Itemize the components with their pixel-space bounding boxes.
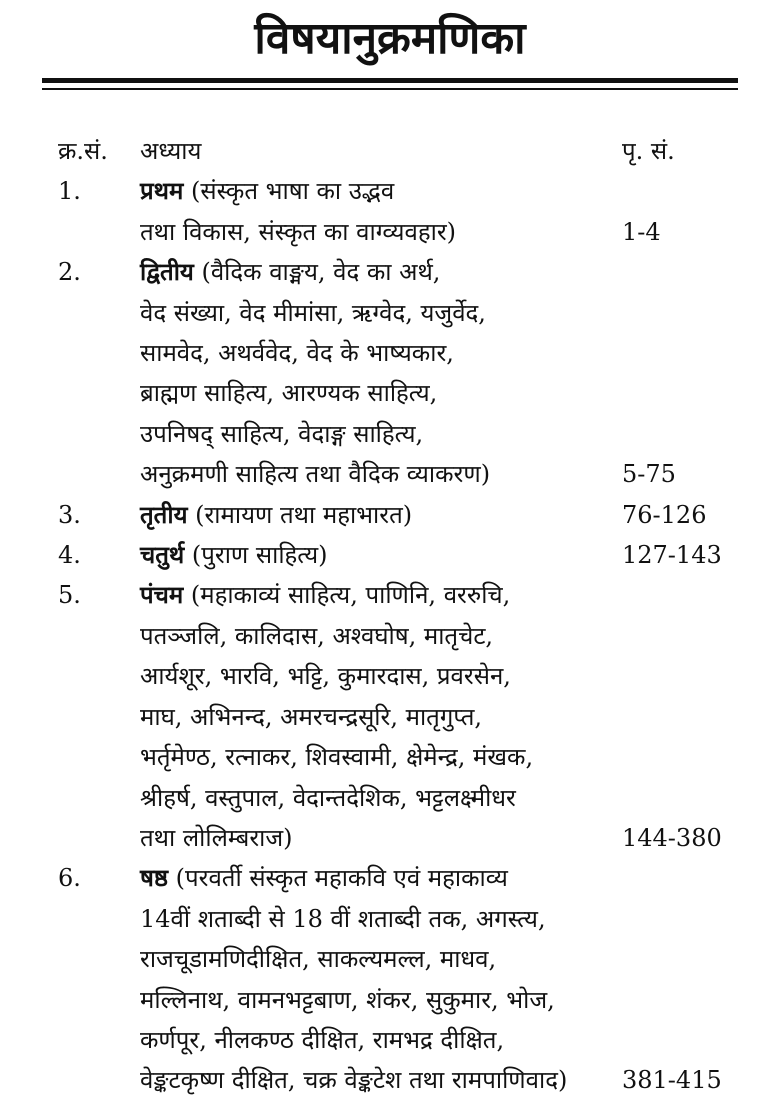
entry-line [140, 697, 620, 737]
entry-number: 6. [58, 864, 81, 893]
entry-pages: 381-415 [622, 1066, 722, 1095]
entry-text [140, 535, 620, 575]
entry-line [140, 212, 620, 252]
entry-line-text: श्रीहर्ष, वस्तुपाल, वेदान्तदेशिक, भट्टलक्ष्मीधर [140, 783, 516, 812]
entry-line-text: तथा विकास, संस्कृत का वाग्व्यवहार) [140, 217, 457, 246]
entry-line [140, 1060, 620, 1100]
entry-line-text: वेद संख्या, वेद मीमांसा, ऋग्वेद, यजुर्वेद, [140, 298, 486, 327]
header-serial: क्र.सं. [58, 137, 108, 165]
entry-number: 2. [58, 258, 81, 287]
entry-line-text: कर्णपूर, नीलकण्ठ दीक्षित, रामभद्र दीक्षित, [140, 1025, 505, 1054]
entry-pages: 144-380 [622, 823, 722, 852]
entry-line [140, 939, 620, 979]
entry-pages: 127-143 [622, 541, 722, 570]
entry-line [140, 414, 620, 454]
entry-line [140, 858, 620, 898]
entry-line-text: (वैदिक वाङ्मय, वेद का अर्थ, [193, 258, 441, 287]
toc-entry [0, 858, 780, 1100]
page-title: विषयानुक्रमणिका [254, 13, 526, 64]
entry-line-text: राजचूडामणिदीक्षित, साकल्यमल्ल, माधव, [140, 945, 497, 974]
entry-line-text: 14वीं शताब्दी से 18 वीं शताब्दी तक, अगस्त्य, [140, 904, 546, 933]
entry-line [140, 1020, 620, 1060]
entry-line-text: माघ, अभिनन्द, अमरचन्द्रसूरि, मातृगुप्त, [140, 702, 483, 731]
entry-line [140, 980, 620, 1020]
entry-line [140, 778, 620, 818]
entry-line-text: अनुक्रमणी साहित्य तथा वैदिक व्याकरण) [140, 460, 491, 489]
table-of-contents [0, 131, 780, 1101]
entry-text [140, 171, 620, 252]
toc-entry [0, 171, 780, 252]
entry-line-text: मल्लिनाथ, वामनभट्टबाण, शंकर, सुकुमार, भोज, [140, 985, 555, 1014]
entry-chapter-name: द्वितीय [140, 257, 194, 287]
entry-text [140, 252, 620, 494]
entry-pages: 1-4 [622, 217, 661, 246]
toc-header-row [0, 131, 780, 171]
entry-line-text: उपनिषद् साहित्य, वेदाङ्ग साहित्य, [140, 419, 424, 448]
entry-line [140, 575, 620, 615]
entry-line-text: (महाकाव्यं साहित्य, पाणिनि, वररुचि, [183, 581, 511, 610]
entry-line-text: वेङ्कटकृष्ण दीक्षित, चक्र वेङ्कटेश तथा रामपाणिवाद) [140, 1066, 568, 1095]
entry-text [140, 858, 620, 1100]
entry-number: 5. [58, 581, 81, 610]
entry-chapter-name: पंचम [140, 580, 184, 610]
title-rule-thick [42, 78, 738, 83]
entry-line-text: सामवेद, अथर्ववेद, वेद के भाष्यकार, [140, 339, 454, 368]
entry-line [140, 171, 620, 211]
entry-pages: 76-126 [622, 500, 707, 529]
entry-line [140, 737, 620, 777]
toc-entry [0, 252, 780, 494]
entry-line-text: तथा लोलिम्बराज) [140, 823, 293, 852]
toc-entries [0, 171, 780, 1100]
entry-line [140, 333, 620, 373]
entry-pages: 5-75 [622, 460, 676, 489]
entry-line [140, 373, 620, 413]
entry-line [140, 495, 620, 535]
header-page: पृ. सं. [622, 137, 675, 165]
entry-chapter-name: तृतीय [140, 499, 188, 529]
entry-line-text: (संस्कृत भाषा का उद्भव [183, 177, 395, 206]
entry-line-text: (पुराण साहित्य) [184, 541, 328, 570]
entry-chapter-name: षष्ठ [140, 863, 169, 893]
entry-line-text: भर्तृमेण्ठ, रत्नाकर, शिवस्वामी, क्षेमेन्द्र, मंखक, [140, 743, 534, 772]
entry-line [140, 454, 620, 494]
entry-line [140, 252, 620, 292]
entry-text [140, 495, 620, 535]
entry-line [140, 899, 620, 939]
entry-line [140, 656, 620, 696]
entry-text [140, 575, 620, 858]
entry-chapter-name: प्रथम [140, 176, 184, 206]
title-rule-thin [42, 88, 738, 90]
entry-line-text: (रामायण तथा महाभारत) [187, 500, 413, 529]
entry-line [140, 616, 620, 656]
entry-number: 4. [58, 541, 81, 570]
entry-line [140, 293, 620, 333]
entry-line [140, 535, 620, 575]
header-chapter: अध्याय [140, 137, 202, 165]
entry-line-text: पतञ्जलि, कालिदास, अश्वघोष, मातृचेट, [140, 621, 494, 650]
toc-entry [0, 495, 780, 535]
entry-line-text: आर्यशूर, भारवि, भट्टि, कुमारदास, प्रवरसेन, [140, 662, 511, 691]
toc-entry [0, 575, 780, 858]
entry-number: 1. [58, 177, 81, 206]
toc-entry [0, 535, 780, 575]
entry-number: 3. [58, 500, 81, 529]
entry-chapter-name: चतुर्थ [140, 540, 185, 570]
entry-line-text: ब्राह्मण साहित्य, आरण्यक साहित्य, [140, 379, 438, 408]
entry-line [140, 818, 620, 858]
entry-line-text: (परवर्ती संस्कृत महाकवि एवं महाकाव्य [168, 864, 508, 893]
